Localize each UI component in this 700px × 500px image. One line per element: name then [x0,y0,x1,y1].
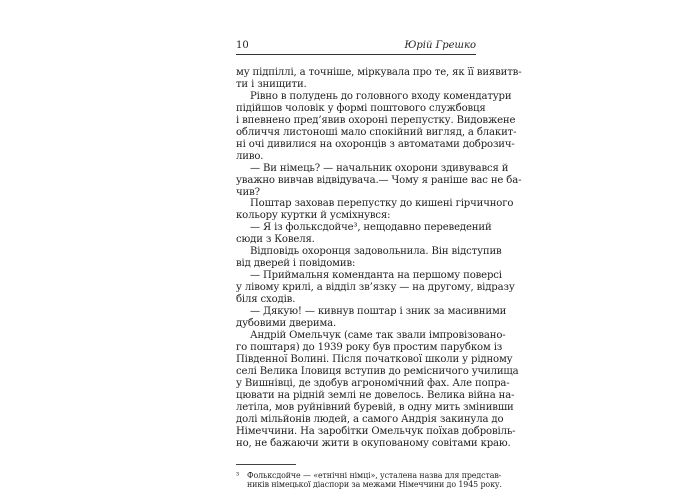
footnote-line: ників німецької діаспори за межами Німеччини до 1945 року. [247,480,502,490]
text-line: — Дякую! — кивнув поштар і зник за масивними [250,306,507,318]
text-line: Південної Волині. Після початкової школи у рідному [236,353,513,365]
text-line: — Приймальня коменданта на першому поверсі [250,270,502,282]
footnotes [236,470,502,491]
page-number: 10 [236,40,249,51]
text-line: — Я із фольксдойче³, нещодавно переведений [250,222,492,234]
text-line: уважно вивчав відвідувача.— Чому я раніше вас не ба- [236,174,522,186]
text-line: ти і знищити. [236,78,307,90]
text-line: го поштаря) до 1939 року був простим парубком із [236,341,503,353]
footnote-line [236,470,502,481]
running-title: Юрій Грешко [404,40,476,51]
running-head [236,40,476,55]
footnote-rule [236,464,296,465]
text-line: му підпіллі, а точніше, міркувала про те, як її виявитв- [236,67,522,78]
text-line: Андрій Омельчук (саме так звали імпровізовано- [250,329,506,341]
text-line: обличчя листоноші мало спокійний вигляд, а блакит- [236,126,517,138]
text-line: Поштар заховав перепустку до кишені гірчичного [250,198,514,210]
text-line: сюди з Ковеля. [236,234,315,246]
text-line: ні очі дивилися на охоронців з автоматами доброзич- [236,138,515,150]
text-line: Відповідь охоронця задовольнила. Він відступив [250,246,502,258]
text-line: но, не бажаючи жити в окупованому совітами краю. [236,437,511,449]
text-line: чив? [236,186,260,198]
footnote-marker: ³ [236,470,240,480]
text-line: ливо. [236,150,264,162]
text-line: летіла, мов руйнівний буревій, в одну мить змінивши [236,401,514,413]
body-text [236,67,522,450]
text-line: цювати на рідній землі не довелось. Велика війна на- [236,389,515,401]
text-line: кольору куртки й усміхнувся: [236,210,391,222]
text-line: — Ви німець? — начальник охорони здивувався й [250,162,509,174]
text-line: від дверей і повідомив: [236,258,356,270]
text-line: дубовими дверима. [236,318,337,330]
footnote-text: Фольксдойче — «етнічні німці», усталена назва для представ- [247,470,502,480]
text-line: біля сходів. [236,294,296,306]
text-line: Рівно в полудень до головного входу комендатури [250,90,512,102]
book-page [236,40,522,490]
text-line: і впевнено пред’явив охороні перепустку. Видовжене [236,114,516,126]
text-line: селі Велика Іловиця вступив до ремісничого училища [236,365,519,377]
text-line: у лівому крилі, а відділ зв’язку — на другому, відразу [236,282,515,294]
text-line: у Вишнівці, де здобув агрономічний фах. Але попра- [236,377,510,389]
text-line: підійшов чоловік у формі поштового службовця [236,102,486,114]
text-line: долі мільйонів людей, а самого Андрія закинула до [236,413,504,425]
text-line: Німеччини. На заробітки Омельчук поїхав добровіль- [236,425,516,437]
